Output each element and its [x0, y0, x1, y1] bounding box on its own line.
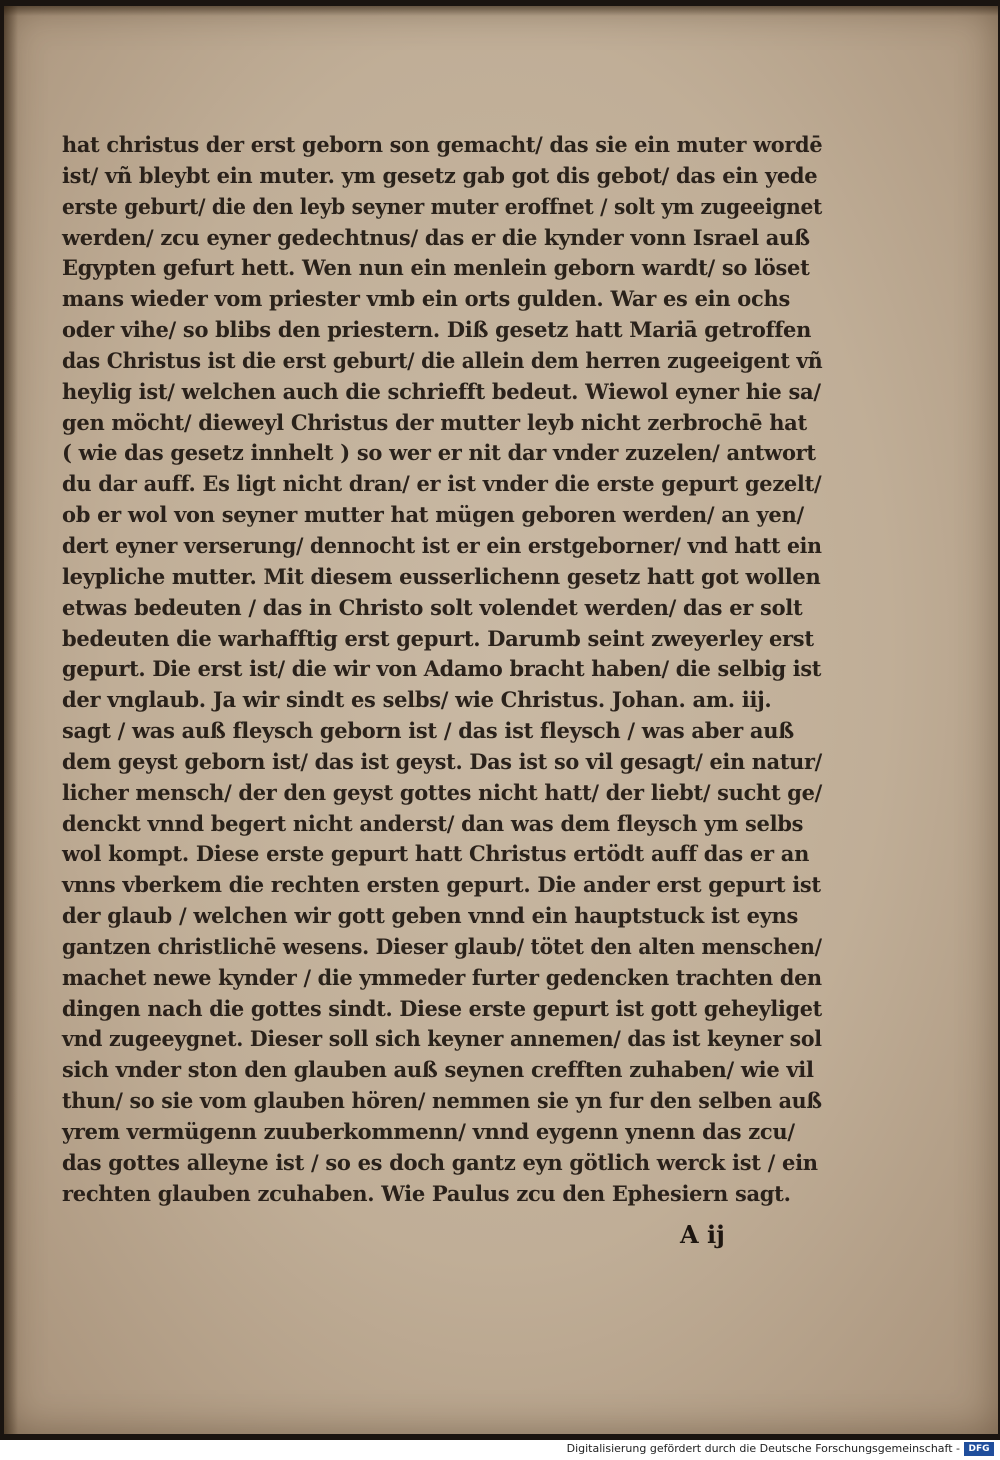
text-line: der vnglaub. Ja wir sindt es selbs/ wie Christus. Johan. am. iij.	[62, 687, 772, 713]
text-line: oder vihe/ so blibs den priestern. Diß gesetz hatt Mariā getroffen	[62, 317, 812, 343]
text-line: dem geyst geborn ist/ das ist geyst. Das ist so vil gesagt/ ein natur/	[62, 748, 822, 774]
text-line: sagt / was auß fleysch geborn ist / das ist fleysch / was aber auß	[62, 718, 794, 744]
text-line: das gottes alleyne ist / so es doch gantz eyn götlich werck ist / ein	[62, 1149, 818, 1175]
text-line: heylig ist/ welchen auch die schriefft bedeut. Wiewol eyner hie sa/	[62, 378, 821, 404]
text-line: vnd zugeeygnet. Dieser soll sich keyner annemen/ das ist keyner sol	[62, 1026, 822, 1052]
text-line: du dar auff. Es ligt nicht dran/ er ist vnder die erste gepurt gezelt/	[62, 471, 822, 497]
text-line: ist/ vñ bleybt ein muter. ym gesetz gab got dis gebot/ das ein yede	[62, 162, 818, 188]
text-line: das Christus ist die erst geburt/ die allein dem herren zugeeigent vñ	[62, 347, 823, 373]
text-line: hat christus der erst geborn son gemacht/ das sie ein muter wordē	[62, 132, 823, 157]
text-line: dert eyner verserung/ dennocht ist er ein erstgeborner/ vnd hatt ein	[62, 532, 822, 558]
text-line: werden/ zcu eyner gedechtnus/ das er die kynder vonn Israel auß	[62, 224, 810, 250]
text-line: gantzen christlichē wesens. Dieser glaub/ tötet den alten menschen/	[62, 933, 822, 959]
book-page	[4, 6, 998, 1434]
text-line: erste geburt/ die den leyb seyner muter eroffnet / solt ym zugeeignet	[62, 193, 823, 219]
text-line: yrem vermügenn zuuberkommenn/ vnnd eygenn ynenn das zcu/	[62, 1119, 795, 1144]
text-line: der glaub / welchen wir gott geben vnnd ein hauptstuck ist eyns	[62, 903, 799, 929]
text-line: ob er wol von seyner mutter hat mügen geboren werden/ an yen/	[62, 502, 804, 528]
text-line: machet newe kynder / die ymmeder furter gedencken trachten den	[62, 964, 822, 990]
text-line: denckt vnnd begert nicht anderst/ dan was dem fleysch ym selbs	[62, 810, 804, 836]
text-line: Egypten gefurt hett. Wen nun ein menlein geborn wardt/ so löset	[62, 255, 810, 281]
page-text-block	[62, 130, 822, 1210]
page-gutter-shadow	[4, 6, 18, 1434]
text-line: etwas bedeuten / das in Christo solt volendet werden/ das er solt	[62, 594, 803, 620]
text-line: rechten glauben zcuhaben. Wie Paulus zcu den Ephesiern sagt.	[62, 1180, 791, 1206]
signature-mark: A ij	[680, 1220, 725, 1249]
text-line: wol kompt. Diese erste gepurt hatt Christus ertödt auff das er an	[62, 841, 810, 867]
text-line: thun/ so sie vom glauben hören/ nemmen sie yn fur den selben auß	[62, 1088, 822, 1114]
text-line: dingen nach die gottes sindt. Diese erste gepurt ist gott geheyliget	[62, 995, 822, 1021]
funding-credit: Digitalisierung gefördert durch die Deutsche Forschungsgemeinschaft -	[566, 1442, 960, 1455]
text-line: gen möcht/ dieweyl Christus der mutter leyb nicht zerbrochē hat	[62, 409, 807, 435]
text-line: vnns vberkem die rechten ersten gepurt. Die ander erst gepurt ist	[62, 872, 821, 898]
text-line: leypliche mutter. Mit diesem eusserlichenn gesetz hatt got wollen	[62, 563, 821, 589]
text-line: bedeuten die warhafftig erst gepurt. Darumb seint zweyerley erst	[62, 625, 814, 651]
dfg-logo: DFG	[964, 1442, 994, 1456]
text-line: ( wie das gesetz innhelt ) so wer er nit dar vnder zuzelen/ antwort	[62, 440, 816, 466]
footer-bar	[0, 1440, 1000, 1460]
text-line: mans wieder vom priester vmb ein orts gulden. War es ein ochs	[62, 286, 790, 312]
page-top-shadow	[4, 6, 998, 16]
text-line: gepurt. Die erst ist/ die wir von Adamo bracht haben/ die selbig ist	[62, 656, 822, 682]
text-line: licher mensch/ der den geyst gottes nicht hatt/ der liebt/ sucht ge/	[62, 779, 823, 805]
text-line: sich vnder ston den glauben auß seynen crefften zuhaben/ wie vil	[62, 1057, 814, 1083]
